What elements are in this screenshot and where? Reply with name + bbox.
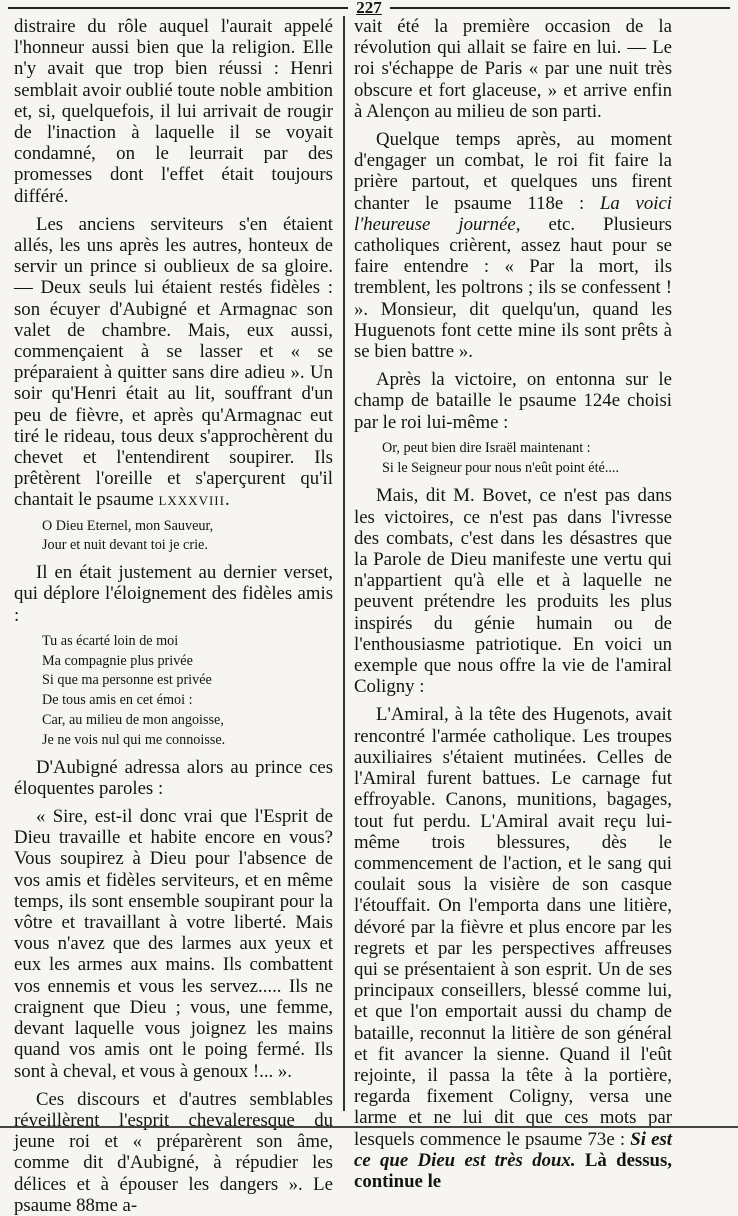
verse-line: Jour et nuit devant toi je crie.	[42, 537, 208, 554]
verse-line: Ma compagnie plus privée	[42, 652, 193, 669]
verse-block-1	[42, 517, 333, 557]
right-paragraph-4: Mais, dit M. Bovet, ce n'est pas dans les victoires, ce n'est pas dans l'ivresse des combats, c'est dans les désastres que la Parole de Dieu manifeste une vertu qui n'appartient qu'à elle et à laquelle ne peuvent prétendre les produits les plus inspirés du génie humain ou de l'enthousiasme patriotique. En voici un exemple que nous offre la vie de l'amiral Coligny :	[354, 485, 672, 698]
verse-line: Je ne vois nul qui me connoisse.	[42, 731, 226, 748]
verse-line: De tous amis en cet émoi :	[42, 692, 193, 709]
header-rule-right	[390, 7, 730, 9]
left-paragraph-6: Ces discours et d'autres semblables réveillèrent l'esprit chevaleresque du jeune roi et « préparèrent son âme, comme dit d'Aubigné, à répudier les délices et à épouser les dangers ». Le psaume 88me a-	[14, 1088, 333, 1216]
right-paragraph-5-text-b: Là dessus, continue le	[354, 1149, 672, 1192]
right-paragraph-2-text-b: etc. Plusieurs catholiques crièrent, assez haut pour se faire entendre : « Par la mort, ils tremblent, les poltrons ; ils se confessent ! ». Monsieur, dit quelqu'un, quand les Huguenots font cette mine ils sont prêts à se bien battre ».	[354, 213, 672, 363]
column-divider	[343, 16, 345, 1111]
verse-line: Si que ma personne est privée	[42, 672, 212, 689]
left-paragraph-3: Il en était justement au dernier verset, qui déplore l'éloignement des fidèles amis :	[14, 562, 333, 626]
verse-line: Car, au milieu de mon angoisse,	[42, 712, 224, 729]
right-column	[354, 16, 672, 1192]
left-paragraph-5: « Sire, est-il donc vrai que l'Esprit de Dieu travaille et habite encore en vous? Vous soupirez à Dieu pour l'absence de vos amis et fidèles serviteurs, et en même temps, ils sont ensemble soupirant pour la vôtre et travaillant à votre liberté. Mais vous n'avez que des larmes aux yeux et eux les armes aux mains. Ils combattent vos ennemis et vous les servez..... Ils ne craignent que Dieu ; vous, une femme, devant laquelle vous joignez les mains quand vos amis ont le poing fermé. Ils sont à cheval, et vous à genoux !... ».	[14, 806, 333, 1082]
header-rule-left	[8, 7, 348, 9]
right-paragraph-3: Après la victoire, on entonna sur le champ de bataille le psaume 124e choisi par le roi lui-même :	[354, 369, 672, 433]
left-paragraph-4: D'Aubigné adressa alors au prince ces éloquentes paroles :	[14, 756, 333, 799]
page-header	[8, 0, 730, 16]
verse-line: Or, peut bien dire Israël maintenant :	[382, 439, 591, 456]
page-number: 227	[356, 0, 382, 17]
verse-block-3	[382, 439, 672, 479]
bottom-rule	[0, 1126, 738, 1128]
left-paragraph-2	[14, 214, 333, 511]
left-paragraph-2-text: Les anciens serviteurs s'en étaient allés, les uns après les autres, honteux de servir un prince si oublieux de sa gloire. — Deux seuls lui étaient restés fidèles : son écuyer d'Aubigné et Armagnac son valet de chambre. Mais, eux aussi, commençaient à se lasser et « se préparaient à quitter sans dire adieu ». Un soir qu'Henri était au lit, souffrant d'un peu de fièvre, et après qu'Armagnac eut tiré le rideau, tous deux s'approchèrent du chevet et l'entendirent soupirer. Ils prêtèrent l'oreille et s'aperçurent qu'il chantait le psaume	[14, 213, 333, 511]
right-paragraph-2-text-a: Quelque temps après, au moment d'engager un combat, le roi fit faire la prière partout, et quelques uns firent chanter le psaume 118e :	[354, 129, 672, 214]
right-paragraph-1: vait été la première occasion de la révolution qui allait se faire en lui. — Le roi s'échappe de Paris « par une nuit très obscure et fort glaceuse, » et arrive enfin à Alençon au milieu de son parti.	[354, 16, 672, 122]
verse-block-2	[42, 632, 333, 751]
verse-line: O Dieu Eternel, mon Sauveur,	[42, 517, 214, 534]
verse-line: Si le Seigneur pour nous n'eût point été....	[382, 459, 620, 476]
left-paragraph-1: distraire du rôle auquel l'aurait appelé l'honneur aussi bien que la religion. Elle n'y avait que trop bien réussi : Henri semblait avoir oublié toute noble ambition et, si, quelquefois, il lui arrivait de rougir de l'inaction à laquelle il se voyait condamné, on le leurrait par des promesses dont l'effet était toujours différé.	[14, 16, 333, 207]
right-paragraph-5-text-a: L'Amiral, à la tête des Hugenots, avait rencontré l'armée catholique. Les troupes auxiliaires s'étaient mutinées. Celles de l'Amiral furent battues. Le carnage fut effroyable. Canons, munitions, bagages, tout fut perdu. L'Amiral avait reçu lui-même trois blessures, dès le commencement de l'action, et le sang qui coulait sous la visière de son casque l'étouffait. On l'emporta dans une litière, dévoré par la fièvre et plus encore par les regrets et par les perspectives affreuses qui se présentaient à son esprit. Un de ses principaux conseillers, blessé comme lui, et que l'on emportait aussi du champ de bataille, reconnut la litière de son général et fit avancer la sienne. Quand il l'eût rejointe, il passa la tête à la portière, regarda fixement Coligny, versa une larme et ne lui dit que ces mots par lesquels commence le psaume 73e :	[354, 704, 672, 1150]
psalm-quote: Si est ce que Dieu est très doux.	[354, 1128, 672, 1171]
right-paragraph-2	[354, 129, 672, 362]
left-column	[14, 16, 333, 1216]
psalm-numeral: lxxxviii.	[158, 489, 231, 511]
hymn-quote: La voici l'heureuse journée,	[354, 192, 673, 235]
verse-line: Tu as écarté loin de moi	[42, 632, 179, 649]
right-paragraph-5	[354, 704, 672, 1192]
